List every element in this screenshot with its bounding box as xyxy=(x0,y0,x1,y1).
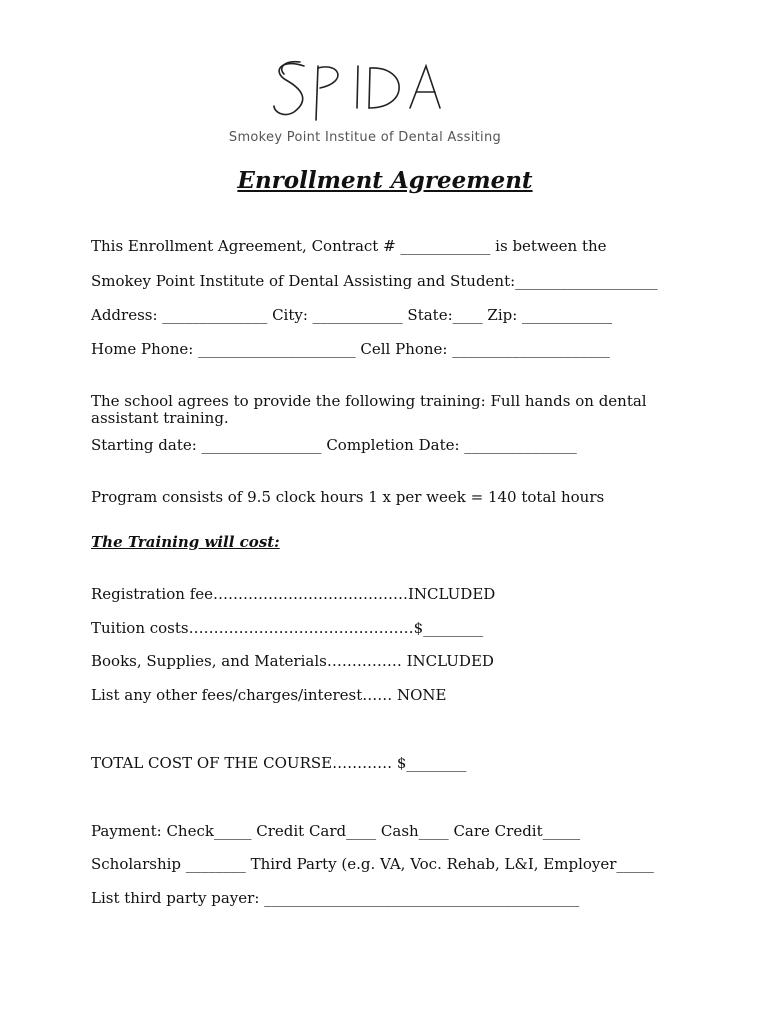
spida-logo xyxy=(220,52,510,152)
total-cost-line: TOTAL COST OF THE COURSE………… $________ xyxy=(91,754,467,772)
address-line: Address: ______________ City: ____________ State:____ Zip: ____________ xyxy=(91,306,613,324)
contract-line: This Enrollment Agreement, Contract # ____________ is between the xyxy=(91,237,607,255)
payment-line: Payment: Check_____ Credit Card____ Cash____ Care Credit_____ xyxy=(91,822,581,840)
books-line: Books, Supplies, and Materials…………… INCLUDED xyxy=(91,652,494,670)
tuition-line: Tuition costs………………………………………$________ xyxy=(91,619,484,637)
cost-heading: The Training will cost: xyxy=(91,533,280,551)
other-fees-line: List any other fees/charges/interest…… NONE xyxy=(91,686,447,704)
document-title: Enrollment Agreement xyxy=(237,167,533,194)
scholarship-line: Scholarship ________ Third Party (e.g. VA, Voc. Rehab, L&I, Employer_____ xyxy=(91,855,654,873)
program-line: Program consists of 9.5 clock hours 1 x per week = 140 total hours xyxy=(91,488,605,506)
training-paragraph: The school agrees to provide the following training: Full hands on dental assistant training. xyxy=(91,392,647,427)
third-party-payer-line: List third party payer: __________________________________________ xyxy=(91,889,580,907)
registration-fee-line: Registration fee…………………………………INCLUDED xyxy=(91,585,496,603)
phone-line: Home Phone: _____________________ Cell Phone: _____________________ xyxy=(91,340,610,358)
student-line: Smokey Point Institute of Dental Assisting and Student:___________________ xyxy=(91,272,658,290)
logo-subtitle: Smokey Point Institue of Dental Assiting xyxy=(228,130,502,145)
spida-logo-mark xyxy=(270,56,450,126)
dates-line: Starting date: ________________ Completion Date: _______________ xyxy=(91,436,577,454)
